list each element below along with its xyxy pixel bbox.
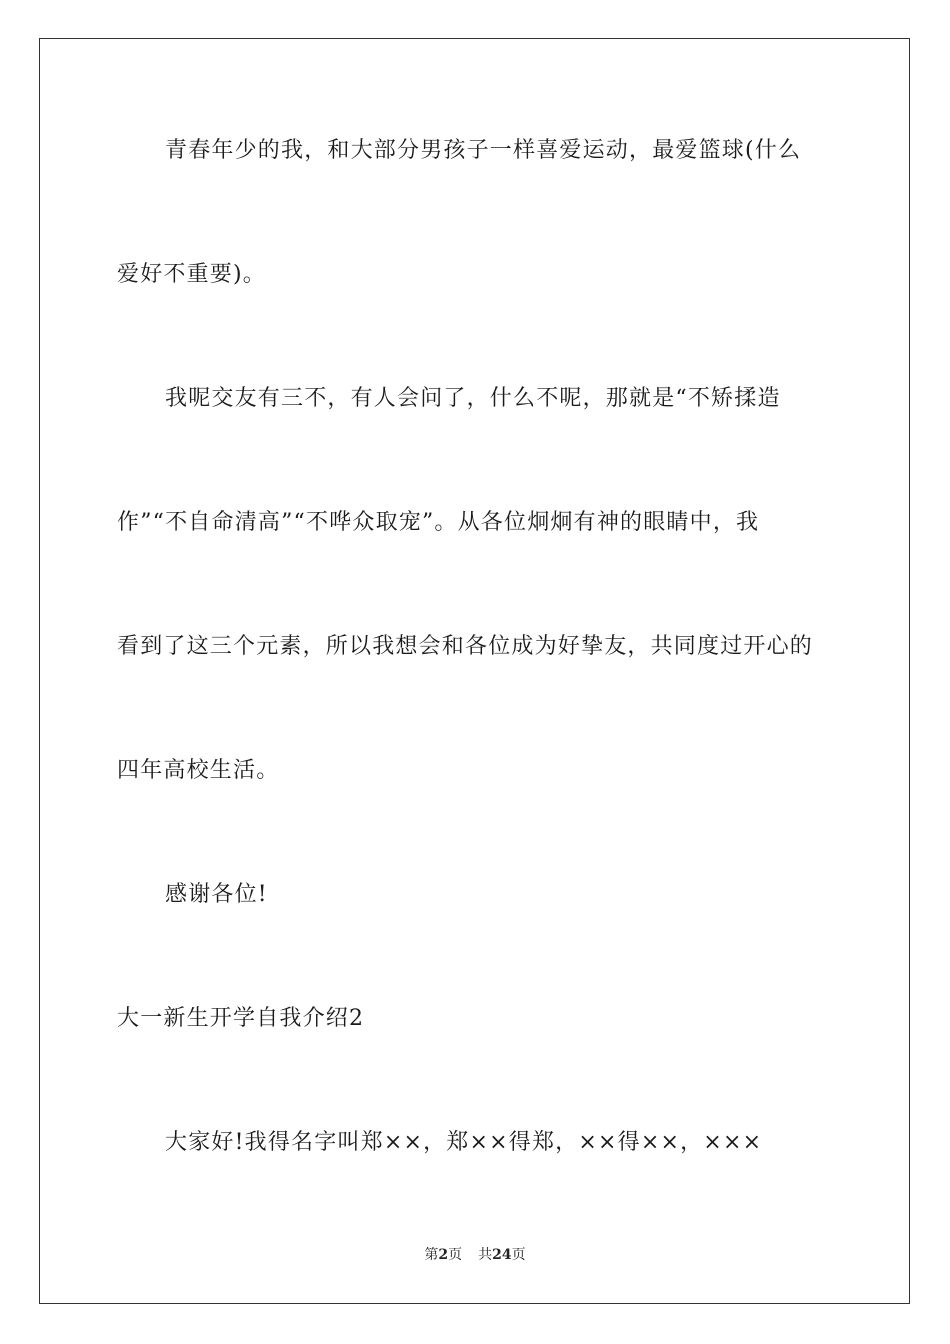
paragraph-line: 青春年少的我，和大部分男孩子一样喜爱运动，最爱篮球(什么 [165, 138, 802, 163]
total-prefix: 共 [478, 1247, 493, 1263]
page-number: 2 [438, 1247, 449, 1263]
page-suffix: 页 [448, 1247, 463, 1263]
closing-line: 感谢各位! [165, 882, 268, 907]
total-pages: 24 [492, 1247, 512, 1263]
paragraph-line: 大家好!我得名字叫郑××，郑××得郑，××得××，××× [165, 1130, 763, 1155]
page-border [39, 38, 910, 1304]
paragraph-line: 四年高校生活。 [117, 758, 280, 783]
paragraph-line: 我呢交友有三不，有人会问了，什么不呢，那就是“不矫揉造 [165, 386, 781, 411]
paragraph-line: 看到了这三个元素，所以我想会和各位成为好挚友，共同度过开心的 [117, 634, 814, 659]
page-footer [0, 1245, 950, 1265]
total-suffix: 页 [511, 1247, 526, 1263]
paragraph-line: 爱好不重要)。 [117, 262, 266, 287]
page-prefix: 第 [424, 1247, 439, 1263]
section-heading: 大一新生开学自我介绍2 [117, 1006, 365, 1031]
paragraph-line: 作”“不自命清高”“不哗众取宠”。从各位炯炯有神的眼睛中，我 [117, 510, 760, 535]
